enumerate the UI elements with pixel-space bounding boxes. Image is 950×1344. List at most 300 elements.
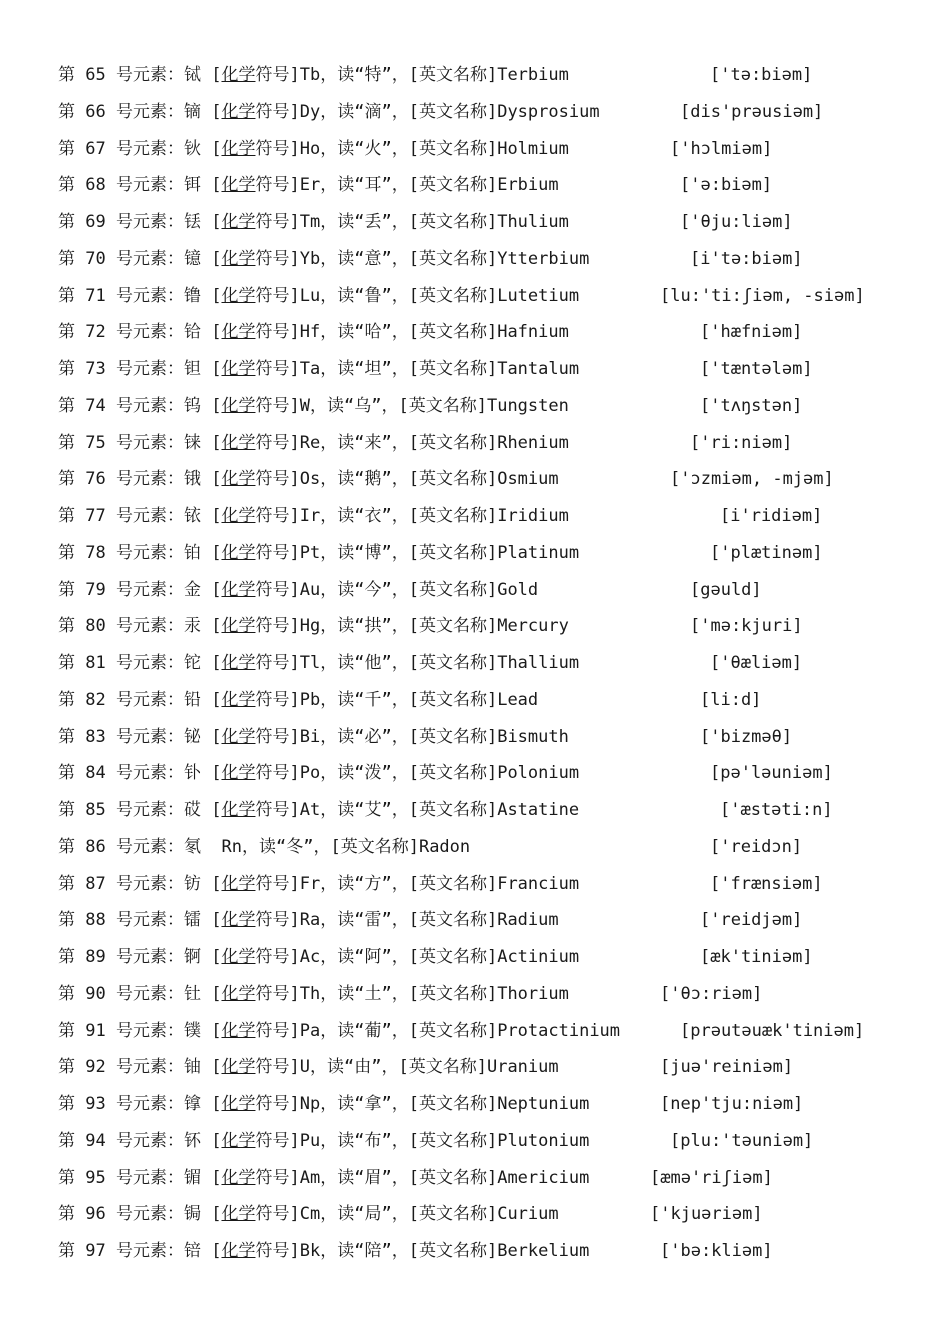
element-row [58, 1052, 938, 1082]
comma: ， [320, 1167, 338, 1188]
chem-label-underlined: 化学 [221, 395, 256, 416]
read-label: 读 [337, 653, 355, 673]
bracket-open: [ [211, 983, 222, 1004]
row-suffix: 号元素： [105, 616, 184, 637]
ipa-pronunciation: [lu:'ti:ʃiəm, -siəm] [660, 285, 865, 306]
chem-label-rest: 符号] [255, 653, 300, 673]
english-name: Mercury [497, 616, 569, 637]
english-name: Platinum [497, 542, 580, 563]
bracket-open: [ [211, 469, 222, 490]
chem-label-rest: 符号] [255, 1057, 300, 1078]
sound-close: ”， [381, 212, 409, 232]
english-name: Erbium [497, 175, 559, 196]
comma: ， [320, 1130, 338, 1151]
english-name: Lutetium [497, 285, 580, 306]
sound-open: “ [354, 726, 365, 747]
row-suffix: 号元素： [105, 359, 184, 379]
row-suffix: 号元素： [105, 138, 184, 159]
english-name: Thulium [497, 212, 569, 232]
element-character: 汞 [183, 616, 212, 637]
element-row [58, 281, 938, 311]
row-suffix: 号元素： [105, 395, 184, 416]
read-label: 读 [337, 1241, 355, 1261]
ipa-pronunciation: ['frænsiəm] [710, 873, 823, 894]
element-symbol: Ta [299, 359, 321, 379]
comma: ， [320, 983, 338, 1004]
row-suffix: 号元素： [105, 65, 184, 85]
element-symbol: W [299, 395, 310, 416]
sound-close: ”， [381, 359, 409, 379]
bracket-open: [ [211, 1204, 222, 1225]
english-name: Osmium [497, 469, 559, 490]
row-prefix: 第 [58, 800, 86, 820]
read-label: 读 [337, 542, 355, 563]
read-label: 读 [337, 616, 355, 637]
row-prefix: 第 [58, 1094, 86, 1114]
ipa-pronunciation: ['tʌŋstən] [700, 395, 803, 416]
chem-label-rest: 符号] [255, 506, 300, 526]
read-label: 读 [337, 726, 355, 747]
element-number: 67 [85, 138, 106, 159]
bracket-open: [ [211, 432, 222, 453]
element-symbol: Ir [299, 506, 321, 526]
row-suffix: 号元素： [105, 947, 184, 967]
element-character: 铪 [183, 322, 212, 343]
sound-close: ”， [381, 947, 409, 967]
sound-open: “ [354, 653, 365, 673]
sound-open: “ [354, 1167, 365, 1188]
row-suffix: 号元素： [105, 1167, 184, 1188]
english-name: Dysprosium [497, 101, 600, 122]
comma: ， [320, 910, 338, 931]
sound-open: “ [354, 800, 365, 820]
element-row [58, 832, 938, 862]
element-character: 钬 [183, 138, 212, 159]
element-character: 铂 [183, 542, 212, 563]
bracket-open: [ [211, 285, 222, 306]
chem-label-underlined: 化学 [221, 101, 256, 122]
element-character: 钋 [183, 763, 212, 784]
bracket-open: [ [211, 800, 222, 820]
comma: ， [309, 1057, 327, 1078]
element-number: 66 [85, 101, 106, 122]
element-row [58, 170, 938, 200]
bracket-open: [ [211, 395, 222, 416]
bracket-open: [ [211, 1130, 222, 1151]
chem-label-rest: 符号] [255, 616, 300, 637]
element-character: 铥 [183, 212, 212, 232]
element-sound: 滴 [364, 101, 382, 122]
comma: ， [241, 836, 259, 857]
comma: ， [320, 1241, 338, 1261]
read-label: 读 [337, 506, 355, 526]
english-name: Neptunium [497, 1094, 590, 1114]
sound-close: ”， [381, 579, 409, 600]
element-symbol: Am [299, 1167, 321, 1188]
row-prefix: 第 [58, 1241, 86, 1261]
english-name: Curium [497, 1204, 559, 1225]
element-row [58, 1089, 938, 1119]
sound-close: ”， [381, 763, 409, 784]
read-label: 读 [337, 101, 355, 122]
element-sound: 博 [364, 542, 382, 563]
sound-open: “ [354, 212, 365, 232]
row-prefix: 第 [58, 910, 86, 931]
row-prefix: 第 [58, 836, 86, 857]
chem-label-underlined: 化学 [221, 616, 256, 637]
english-label: [英文名称] [408, 1094, 498, 1114]
element-symbol: Ho [299, 138, 321, 159]
element-sound: 哈 [364, 322, 382, 343]
english-label: [英文名称] [408, 101, 498, 122]
sound-open: “ [354, 1241, 365, 1261]
element-character: 铋 [183, 726, 212, 747]
row-suffix: 号元素： [105, 212, 184, 232]
english-label: [英文名称] [408, 1241, 498, 1261]
chem-label-rest: 符号] [255, 1094, 300, 1114]
element-sound: 土 [364, 983, 382, 1004]
ipa-pronunciation: [li:d] [700, 689, 762, 710]
row-suffix: 号元素： [105, 836, 184, 857]
comma: ， [320, 1204, 338, 1225]
element-character: 镝 [183, 101, 212, 122]
sound-close: ”， [381, 800, 409, 820]
comma: ， [320, 432, 338, 453]
element-character: 钽 [183, 359, 212, 379]
element-sound: 布 [364, 1130, 382, 1151]
comma: ， [320, 800, 338, 820]
sound-open: “ [354, 359, 365, 379]
row-suffix: 号元素： [105, 1241, 184, 1261]
element-sound: 衣 [364, 506, 382, 526]
element-number: 81 [85, 653, 106, 673]
read-label: 读 [337, 947, 355, 967]
element-symbol: Ra [299, 910, 321, 931]
row-suffix: 号元素： [105, 763, 184, 784]
english-label: [英文名称] [408, 322, 498, 343]
row-prefix: 第 [58, 395, 86, 416]
read-label: 读 [337, 1204, 355, 1225]
ipa-pronunciation: ['hæfniəm] [700, 322, 803, 343]
row-prefix: 第 [58, 983, 86, 1004]
read-label: 读 [337, 285, 355, 306]
read-label: 读 [337, 1130, 355, 1151]
element-character: 锇 [183, 469, 212, 490]
element-number: 82 [85, 689, 106, 710]
element-number: 70 [85, 248, 106, 269]
ipa-pronunciation: ['θju:liəm] [680, 212, 793, 232]
element-symbol: At [299, 800, 321, 820]
row-prefix: 第 [58, 1057, 86, 1078]
chem-label-underlined: 化学 [221, 212, 256, 232]
bracket-open: [ [211, 1057, 222, 1078]
element-number: 73 [85, 359, 106, 379]
sound-close: ”， [381, 248, 409, 269]
chem-label-underlined: 化学 [221, 432, 256, 453]
chem-label-rest: 符号] [255, 1130, 300, 1151]
element-number: 65 [85, 65, 106, 85]
english-label: [英文名称] [408, 1130, 498, 1151]
element-row [58, 97, 938, 127]
element-sound: 耳 [364, 175, 382, 196]
element-sound: 坦 [364, 359, 382, 379]
element-symbol: Tl [299, 653, 321, 673]
comma: ， [320, 175, 338, 196]
bracket-open: [ [211, 359, 222, 379]
ipa-pronunciation: ['kjuəriəm] [650, 1204, 763, 1225]
sound-open: “ [354, 248, 365, 269]
sound-close: ”， [381, 689, 409, 710]
english-label: [英文名称] [398, 1057, 487, 1078]
read-label: 读 [337, 175, 355, 196]
element-row [58, 1199, 938, 1229]
element-row [58, 905, 938, 935]
element-symbol: Au [299, 579, 321, 600]
read-label: 读 [337, 689, 355, 710]
english-name: Bismuth [497, 726, 569, 747]
element-row [58, 1126, 938, 1156]
english-name: Gold [497, 579, 539, 600]
ipa-pronunciation: ['ɔzmiəm, -mjəm] [670, 469, 834, 490]
chem-label-underlined: 化学 [221, 763, 256, 784]
row-prefix: 第 [58, 1130, 86, 1151]
element-character: 铼 [183, 432, 212, 453]
row-prefix: 第 [58, 947, 86, 967]
ipa-pronunciation: ['tæntələm] [700, 359, 813, 379]
bracket-open: [ [211, 873, 222, 894]
chem-label-rest: 符号] [255, 138, 300, 159]
ipa-pronunciation: ['ə:biəm] [680, 175, 773, 196]
element-symbol: Pt [299, 542, 321, 563]
sound-close: ”， [381, 983, 409, 1004]
element-symbol: Re [299, 432, 321, 453]
row-suffix: 号元素： [105, 910, 184, 931]
element-sound: 鹅 [364, 469, 382, 490]
element-symbol: Th [299, 983, 321, 1004]
sound-open: “ [354, 947, 365, 967]
chem-label-rest: 符号] [255, 1167, 300, 1188]
comma: ， [320, 616, 338, 637]
read-label: 读 [337, 1167, 355, 1188]
element-sound: 必 [364, 726, 382, 747]
english-label: [英文名称] [408, 138, 498, 159]
chem-label-rest: 符号] [255, 212, 300, 232]
sound-open: “ [354, 763, 365, 784]
comma: ， [320, 469, 338, 490]
bracket-open: [ [211, 248, 222, 269]
english-name: Iridium [497, 506, 569, 526]
element-sound: 陪 [364, 1241, 382, 1261]
comma: ， [320, 285, 338, 306]
element-sound: 艾 [364, 800, 382, 820]
element-character: 锕 [183, 947, 212, 967]
bracket-open: [ [211, 542, 222, 563]
read-label: 读 [337, 873, 355, 894]
element-character: 镭 [183, 910, 212, 931]
bracket-open: [ [211, 1241, 222, 1261]
sound-open: “ [354, 1130, 365, 1151]
sound-open: “ [354, 285, 365, 306]
element-number: 71 [85, 285, 106, 306]
element-row [58, 317, 938, 347]
chem-label-underlined: 化学 [221, 873, 256, 894]
element-sound: 意 [364, 248, 382, 269]
element-number: 77 [85, 506, 106, 526]
element-character: 钨 [183, 395, 212, 416]
element-character: 铱 [183, 506, 212, 526]
read-label: 读 [337, 800, 355, 820]
element-sound: 鲁 [364, 285, 382, 306]
sound-close: ”， [381, 138, 409, 159]
bracket-open: [ [211, 653, 222, 673]
chem-label-rest: 符号] [255, 763, 300, 784]
element-row [58, 354, 938, 384]
element-row [58, 134, 938, 164]
element-number: 95 [85, 1167, 106, 1188]
row-suffix: 号元素： [105, 800, 184, 820]
element-number: 96 [85, 1204, 106, 1225]
row-prefix: 第 [58, 101, 86, 122]
row-prefix: 第 [58, 248, 86, 269]
english-label: [英文名称] [408, 248, 498, 269]
english-label: [英文名称] [408, 616, 498, 637]
row-prefix: 第 [58, 175, 86, 196]
sound-close: ”， [381, 653, 409, 673]
element-row [58, 428, 938, 458]
english-name: Terbium [497, 65, 569, 85]
element-symbol: Po [299, 763, 321, 784]
element-character: 镤 [183, 1020, 212, 1041]
sound-close: ”， [381, 726, 409, 747]
chem-label-underlined: 化学 [221, 138, 256, 159]
bracket-open: [ [211, 726, 222, 747]
element-row [58, 60, 938, 90]
comma: ， [320, 579, 338, 600]
element-sound: 冬 [286, 836, 304, 857]
ipa-pronunciation: [i'tə:biəm] [690, 248, 803, 269]
read-label: 读 [337, 212, 355, 232]
element-number: 87 [85, 873, 106, 894]
ipa-pronunciation: [juə'reiniəm] [660, 1057, 794, 1078]
element-number: 79 [85, 579, 106, 600]
element-row [58, 648, 938, 678]
comma: ， [320, 506, 338, 526]
element-symbol: Dy [299, 101, 321, 122]
comma: ， [320, 212, 338, 232]
read-label: 读 [337, 763, 355, 784]
row-suffix: 号元素： [105, 873, 184, 894]
bracket-open: [ [211, 1094, 222, 1114]
read-label: 读 [337, 359, 355, 379]
read-label: 读 [337, 1094, 355, 1114]
ipa-pronunciation: [æmə'riʃiəm] [650, 1167, 773, 1188]
element-sound: 乌 [354, 395, 372, 416]
read-label: 读 [337, 469, 355, 490]
english-name: Tungsten [486, 395, 569, 416]
element-number: 89 [85, 947, 106, 967]
chem-label-underlined: 化学 [221, 1167, 256, 1188]
read-label: 读 [337, 248, 355, 269]
element-row [58, 244, 938, 274]
element-character: 金 [183, 579, 212, 600]
element-row [58, 1236, 938, 1266]
comma: ， [320, 248, 338, 269]
comma: ， [320, 653, 338, 673]
row-prefix: 第 [58, 1204, 86, 1225]
element-row [58, 795, 938, 825]
element-sound: 拱 [364, 616, 382, 637]
english-label: [英文名称] [330, 836, 419, 857]
element-character: 镱 [183, 248, 212, 269]
element-number: 85 [85, 800, 106, 820]
sound-close: ”， [381, 432, 409, 453]
element-character: 铽 [183, 65, 212, 85]
bracket-open: [ [211, 101, 222, 122]
element-sound: 阿 [364, 947, 382, 967]
ipa-pronunciation: ['ri:niəm] [690, 432, 793, 453]
row-suffix: 号元素： [105, 101, 184, 122]
bracket-open: [ [211, 689, 222, 710]
element-character: 镎 [183, 1094, 212, 1114]
chem-label-underlined: 化学 [221, 175, 256, 196]
bracket-open: [ [211, 947, 222, 967]
row-prefix: 第 [58, 726, 86, 747]
sound-open: “ [354, 689, 365, 710]
row-suffix: 号元素： [105, 469, 184, 490]
element-character: 铊 [183, 653, 212, 673]
element-row [58, 575, 938, 605]
row-suffix: 号元素： [105, 1020, 184, 1041]
english-name: Holmium [497, 138, 569, 159]
chem-label-underlined: 化学 [221, 1057, 256, 1078]
element-row [58, 685, 938, 715]
row-suffix: 号元素： [105, 579, 184, 600]
row-suffix: 号元素： [105, 248, 184, 269]
row-suffix: 号元素： [105, 175, 184, 196]
comma: ， [320, 359, 338, 379]
sound-close: ”， [381, 469, 409, 490]
element-number: 76 [85, 469, 106, 490]
chem-label-rest: 符号] [255, 65, 300, 85]
comma: ， [309, 395, 327, 416]
sound-close: ”， [371, 395, 399, 416]
sound-open: “ [354, 65, 365, 85]
chem-label-underlined: 化学 [221, 689, 256, 710]
row-prefix: 第 [58, 542, 86, 563]
sound-close: ”， [381, 285, 409, 306]
element-symbol: Np [299, 1094, 321, 1114]
english-label: [英文名称] [408, 212, 498, 232]
ipa-pronunciation: [pə'ləuniəm] [710, 763, 833, 784]
comma: ， [320, 726, 338, 747]
ipa-pronunciation: [plu:'təuniəm] [670, 1130, 814, 1151]
english-name: Radon [418, 836, 471, 857]
sound-open: “ [343, 1057, 355, 1078]
english-label: [英文名称] [408, 910, 498, 931]
row-suffix: 号元素： [105, 1094, 184, 1114]
chem-label-underlined: 化学 [221, 248, 256, 269]
element-number: 78 [85, 542, 106, 563]
sound-close: ”， [381, 873, 409, 894]
element-symbol: Hf [299, 322, 321, 343]
element-sound: 来 [364, 432, 382, 453]
sound-close: ”， [381, 175, 409, 196]
chem-label-underlined: 化学 [221, 1094, 256, 1114]
chem-label-rest: 符号] [255, 947, 300, 967]
element-number: 91 [85, 1020, 106, 1041]
chem-label-rest: 符号] [255, 910, 300, 931]
element-symbol: Lu [299, 285, 321, 306]
